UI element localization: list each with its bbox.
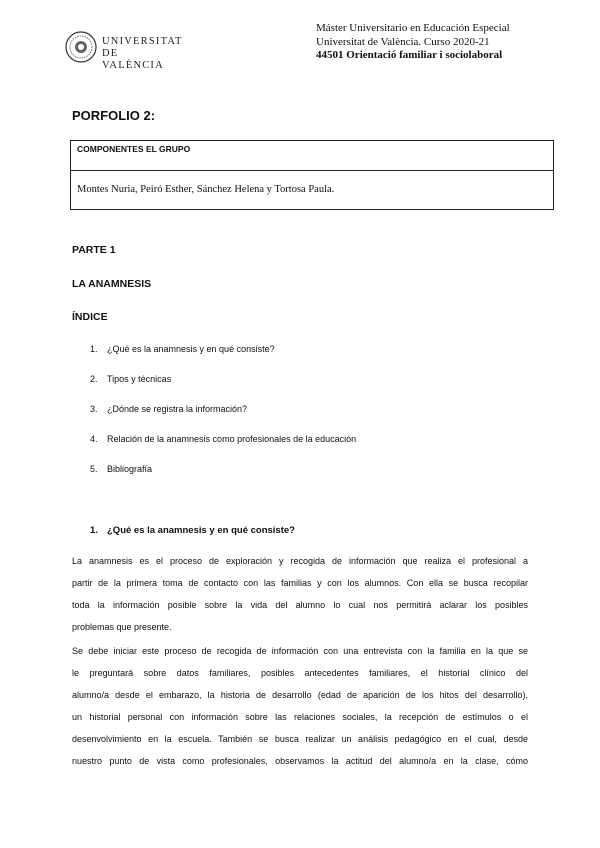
paragraph-line: un historial personal con información sobre las relaciones sociales, la recepción de estímulos o el (72, 712, 528, 722)
index-item-label: Bibliografía (107, 464, 153, 474)
paragraph-line: desenvolvimiento en la escuela. También se busca realizar un análisis pedagógico en el cual, desde (72, 734, 528, 744)
header-line-3: 44501 Orientació familiar i sociolaboral (316, 49, 503, 61)
index-item-number: 5. (90, 464, 98, 474)
page-header (316, 22, 510, 63)
paragraph-line: alumno/a desde el embarazo, la historia de desarrollo (edad de aparición de los hitos del desarrollo), (72, 690, 528, 700)
university-seal-icon (64, 30, 98, 64)
index-item (90, 344, 275, 354)
logo-line-1: UNIVERSITAT (102, 36, 183, 47)
paragraph-line: partir de la primera toma de contacto con las familias y con los alumnos. Con ella se busca recopilar (72, 578, 528, 588)
index-item-number: 3. (90, 404, 98, 414)
section-number: 1. (90, 525, 98, 536)
page-title: PORFOLIO 2: (72, 108, 156, 123)
index-item (90, 464, 152, 474)
index-item-label: Tipos y técnicas (107, 374, 172, 384)
index-item-label: ¿Dónde se registra la información? (107, 404, 248, 414)
header-line-2: Universitat de València. Curso 2020-21 (316, 35, 490, 48)
paragraph-line: Se debe iniciar este proceso de recogida de información con una entrevista con la familia en la que se (72, 646, 528, 656)
group-box-label: COMPONENTES EL GRUPO (71, 141, 553, 171)
index-item-label: Relación de la anamnesis como profesionales de la educación (107, 434, 357, 444)
section-heading (90, 525, 295, 536)
index-item (90, 404, 247, 414)
index-item (90, 374, 171, 384)
paragraph-2 (72, 640, 528, 772)
logo-line-2: DE VALÈNCIA (102, 48, 164, 71)
university-logo (64, 30, 183, 71)
subject-heading: LA ANAMNESIS (72, 278, 152, 290)
index-item-number: 2. (90, 374, 98, 384)
paragraph-line: toda la información posible sobre la vida del alumno lo cual nos permitirá aclarar los posibles (72, 600, 528, 610)
paragraph-1 (72, 550, 528, 638)
paragraph-line: nuestro punto de vista como profesionales, observamos la actitud del alumno/a en la clase, cómo (72, 756, 528, 766)
paragraph-line: problemas que presente. (72, 622, 172, 632)
index-heading: ÍNDICE (72, 311, 108, 323)
group-members-box (70, 140, 554, 210)
index-item-number: 4. (90, 434, 98, 444)
part-heading: PARTE 1 (72, 244, 116, 256)
index-item (90, 434, 356, 444)
paragraph-line: La anamnesis es el proceso de exploración y recogida de información que realiza el profesional a (72, 556, 528, 566)
header-line-1: Máster Universitario en Educación Especial (316, 22, 510, 34)
group-members-text: Montes Nuria, Peiró Esther, Sánchez Helena y Tortosa Paula. (77, 184, 335, 195)
paragraph-line: le preguntará sobre datos familiares, posibles antecedentes familiares, el historial clínico del (72, 668, 528, 678)
index-item-label: ¿Qué es la anamnesis y en qué consiste? (107, 344, 275, 354)
section-title: ¿Qué es la anamnesis y en qué consiste? (107, 525, 295, 536)
index-item-number: 1. (90, 344, 98, 354)
